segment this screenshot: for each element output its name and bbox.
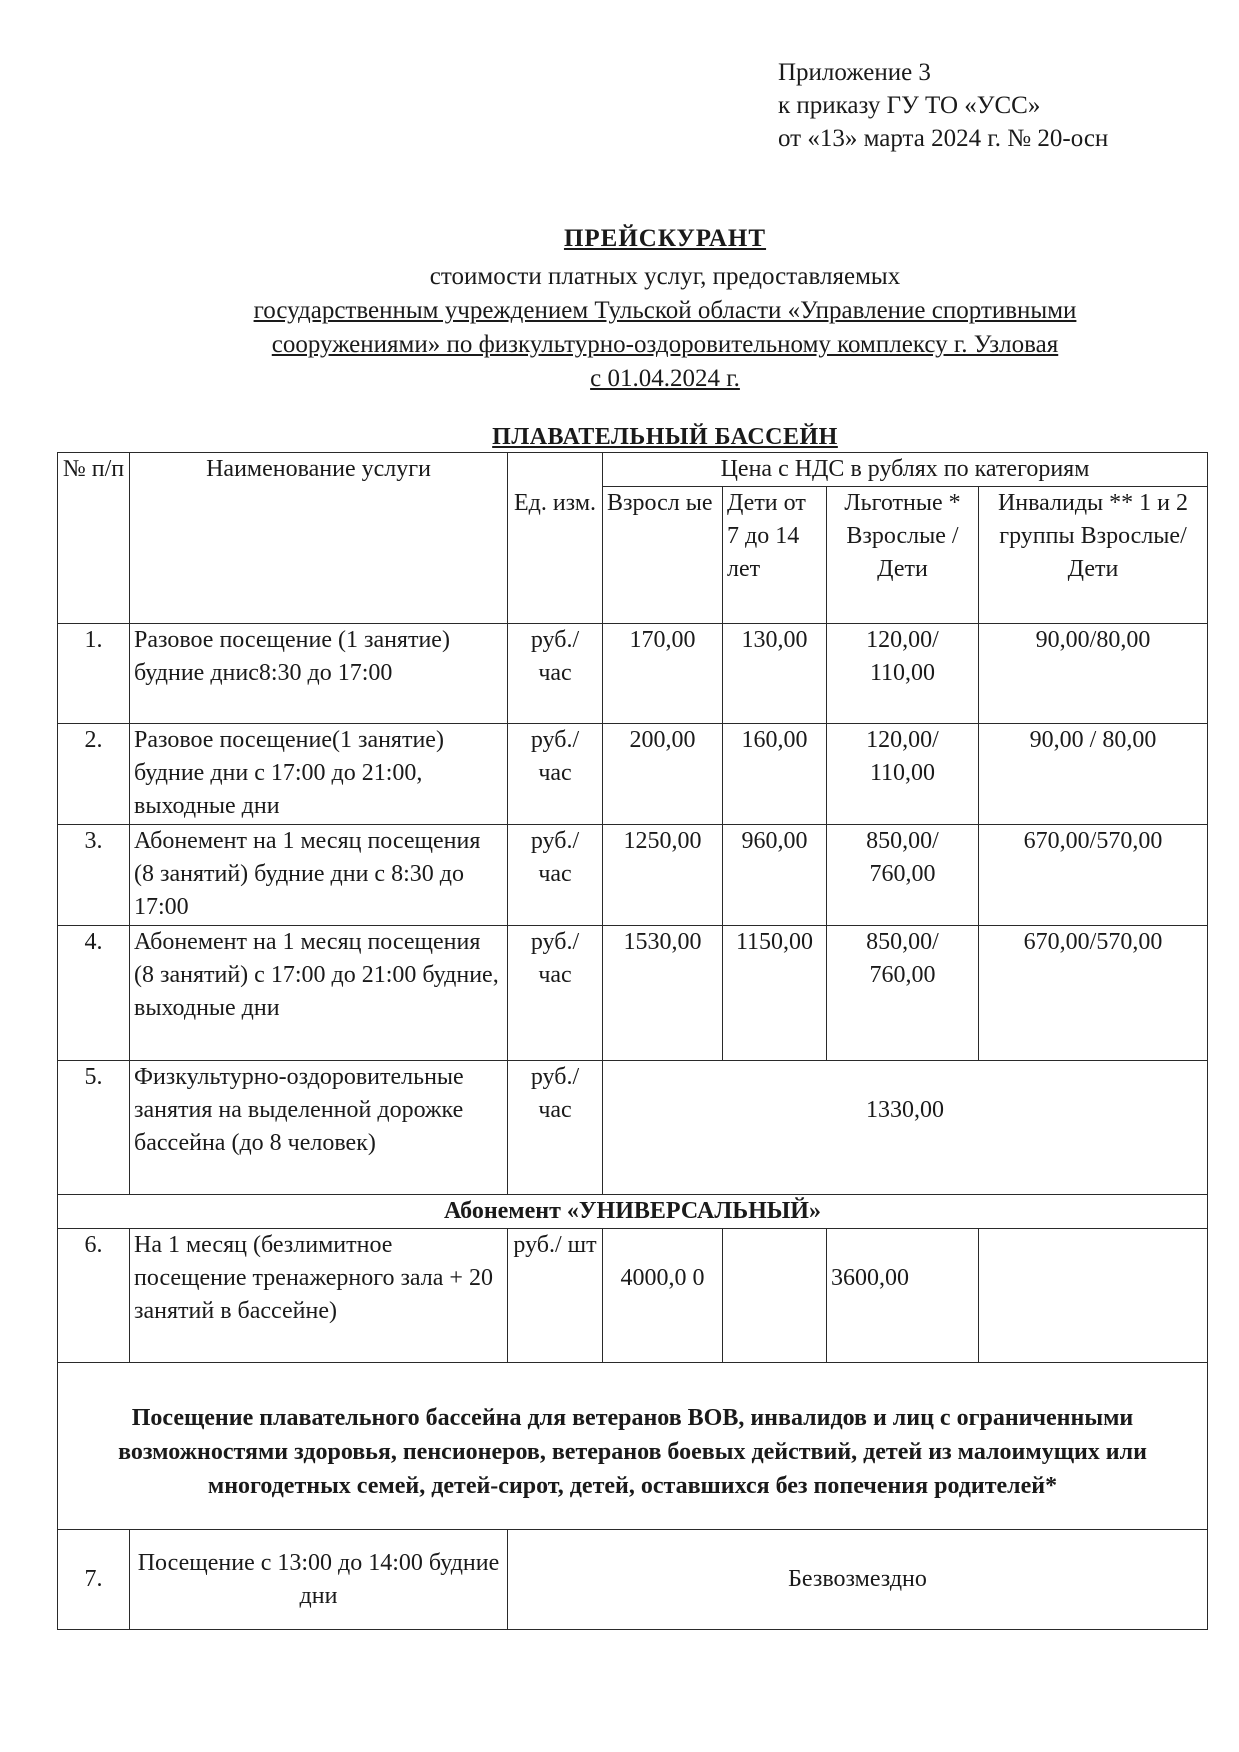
row-unit: руб./ час: [508, 926, 603, 1061]
row-unit: руб./ час: [508, 825, 603, 926]
row-num: 4.: [58, 926, 130, 1061]
row-disabled-price: 90,00 / 80,00: [979, 724, 1208, 825]
row-name: Разовое посещение(1 занятие) будние дни с 17:00 до 21:00, выходные дни: [130, 724, 508, 825]
table-header-row-1: [58, 453, 1208, 487]
row-privileged-price: 850,00/ 760,00: [827, 825, 979, 926]
row-single-price: 1330,00: [603, 1061, 1208, 1195]
row-adults-price: 170,00: [603, 624, 723, 724]
row-num: 3.: [58, 825, 130, 926]
row-name: На 1 месяц (безлимитное посещение тренажерного зала + 20 занятий в бассейне): [130, 1229, 508, 1363]
section-title: ПЛАВАТЕЛЬНЫЙ БАССЕЙН: [492, 424, 838, 450]
document-title-block: [40, 222, 1239, 396]
row-disabled-price: 670,00/570,00: [979, 825, 1208, 926]
header-name: Наименование услуги: [130, 453, 508, 624]
table-row: [58, 1530, 1208, 1630]
header-disabled: Инвалиды ** 1 и 2 группы Взрослые/Дети: [979, 487, 1208, 624]
row-adults-price: 1530,00: [603, 926, 723, 1061]
row-privileged-price: 3600,00: [827, 1229, 979, 1363]
row-name: Абонемент на 1 месяц посещения (8 занятий) с 17:00 до 21:00 будние, выходные дни: [130, 926, 508, 1061]
row-num: 5.: [58, 1061, 130, 1195]
document-title: ПРЕЙСКУРАНТ: [563, 225, 767, 252]
row-unit: руб./ час: [508, 724, 603, 825]
header-children: Дети от 7 до 14 лет: [723, 487, 827, 624]
row-free-price: Безвозмездно: [508, 1530, 1208, 1630]
header-unit: Ед. изм.: [508, 453, 603, 624]
row-name: Абонемент на 1 месяц посещения (8 занятий) будние дни с 8:30 до 17:00: [130, 825, 508, 926]
row-privileged-price: 120,00/ 110,00: [827, 624, 979, 724]
table-row: [58, 1061, 1208, 1195]
row-name: Посещение с 13:00 до 14:00 будние дни: [130, 1530, 508, 1630]
header-price-group: Цена с НДС в рублях по категориям: [603, 453, 1208, 487]
row-adults-price: 1250,00: [603, 825, 723, 926]
row-unit: руб./ час: [508, 624, 603, 724]
row-disabled-price: 670,00/570,00: [979, 926, 1208, 1061]
table-row: [58, 724, 1208, 825]
appendix-line-2: к приказу ГУ ТО «УСС»: [778, 92, 1041, 119]
row-name: Физкультурно-оздоровительные занятия на выделенной дорожке бассейна (до 8 человек): [130, 1061, 508, 1195]
free-visit-header-row: [58, 1363, 1208, 1530]
row-children-price: 960,00: [723, 825, 827, 926]
table-row: [58, 624, 1208, 724]
row-children-price: [723, 1229, 827, 1363]
title-line-3: сооружениями» по физкультурно-оздоровительному комплексу г. Узловая: [271, 331, 1059, 358]
row-children-price: 1150,00: [723, 926, 827, 1061]
appendix-block: [778, 56, 1108, 155]
title-line-1: стоимости платных услуг, предоставляемых: [429, 263, 901, 290]
row-adults-price: 4000,0 0: [603, 1229, 723, 1363]
appendix-line-1: Приложение 3: [778, 59, 931, 86]
row-children-price: 130,00: [723, 624, 827, 724]
row-privileged-price: 120,00/ 110,00: [827, 724, 979, 825]
row-children-price: 160,00: [723, 724, 827, 825]
table-row: [58, 825, 1208, 926]
table-row: [58, 926, 1208, 1061]
title-line-4: с 01.04.2024 г.: [590, 365, 740, 392]
row-num: 2.: [58, 724, 130, 825]
row-disabled-price: 90,00/80,00: [979, 624, 1208, 724]
table-row: [58, 1229, 1208, 1363]
row-disabled-price: [979, 1229, 1208, 1363]
row-num: 6.: [58, 1229, 130, 1363]
universal-header: Абонемент «УНИВЕРСАЛЬНЫЙ»: [58, 1195, 1208, 1229]
price-table: [57, 452, 1208, 1630]
row-num: 7.: [58, 1530, 130, 1630]
header-num: № п/п: [58, 453, 130, 624]
row-adults-price: 200,00: [603, 724, 723, 825]
universal-header-row: [58, 1195, 1208, 1229]
appendix-line-3: от «13» марта 2024 г. № 20-осн: [778, 125, 1109, 152]
title-line-2: государственным учреждением Тульской области «Управление спортивными: [253, 297, 1077, 324]
row-name: Разовое посещение (1 занятие) будние днис8:30 до 17:00: [130, 624, 508, 724]
row-privileged-price: 850,00/ 760,00: [827, 926, 979, 1061]
header-privileged: Льготные * Взрослые /Дети: [827, 487, 979, 624]
row-unit: руб./ шт: [508, 1229, 603, 1363]
row-num: 1.: [58, 624, 130, 724]
header-adults: Взросл ые: [603, 487, 723, 624]
row-unit: руб./ час: [508, 1061, 603, 1195]
free-visit-header: Посещение плавательного бассейна для ветеранов ВОВ, инвалидов и лиц с ограниченными возможностями здоровья, пенсионеров, ветеранов боевых действий, детей из малоимущих или многодетных семей, детей-сирот, детей, оставшихся без попечения родителей*: [58, 1363, 1208, 1530]
